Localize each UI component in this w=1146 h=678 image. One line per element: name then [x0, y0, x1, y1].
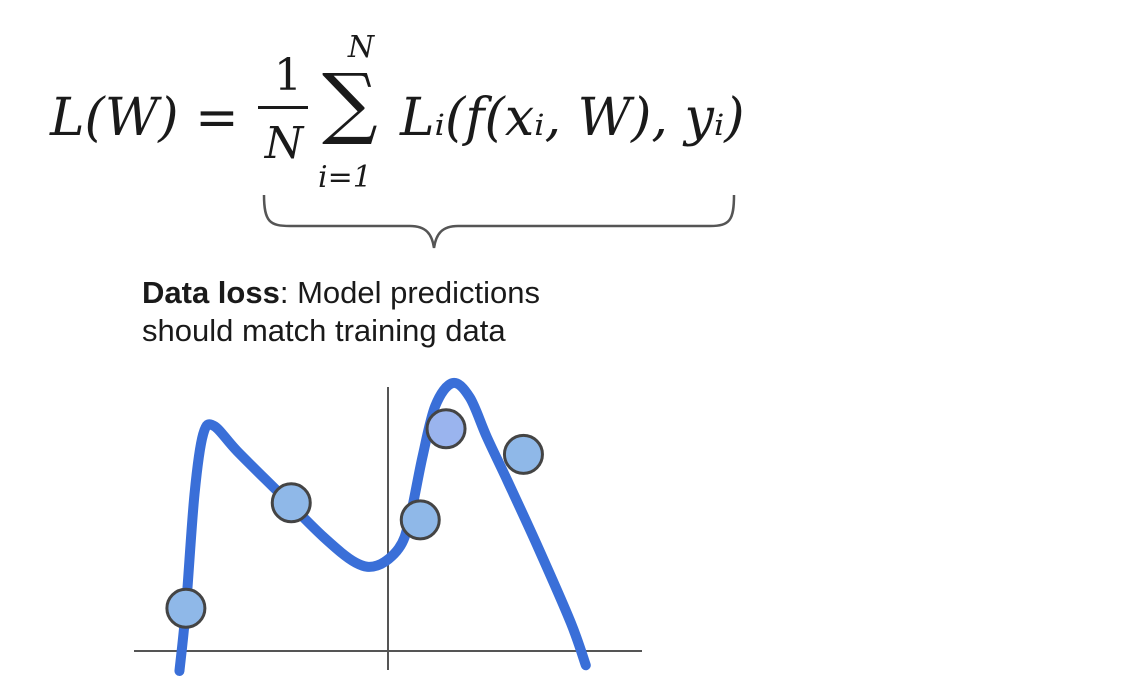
- fraction-numerator: 1: [274, 50, 302, 101]
- data-point: [504, 435, 542, 473]
- data-point: [427, 410, 465, 448]
- data-point: [401, 501, 439, 539]
- plot-area: [134, 383, 642, 671]
- caption-bold-label: Data loss: [142, 275, 280, 310]
- sum-lower-limit: i=1: [318, 160, 372, 195]
- equation-lhs: L(W) =: [50, 88, 239, 148]
- fraction-denominator: N: [264, 118, 304, 169]
- data-point: [167, 589, 205, 627]
- equation-rhs: Lᵢ(f(xᵢ, W), yᵢ): [400, 88, 745, 148]
- caption-line2: should match training data: [142, 313, 506, 348]
- fit-curve: [179, 383, 585, 671]
- caption-rest: : Model predictions: [279, 275, 541, 310]
- underbrace: [264, 195, 734, 248]
- sum-upper-limit: N: [347, 30, 375, 65]
- sum-symbol: ∑: [322, 58, 378, 148]
- data-point: [272, 484, 310, 522]
